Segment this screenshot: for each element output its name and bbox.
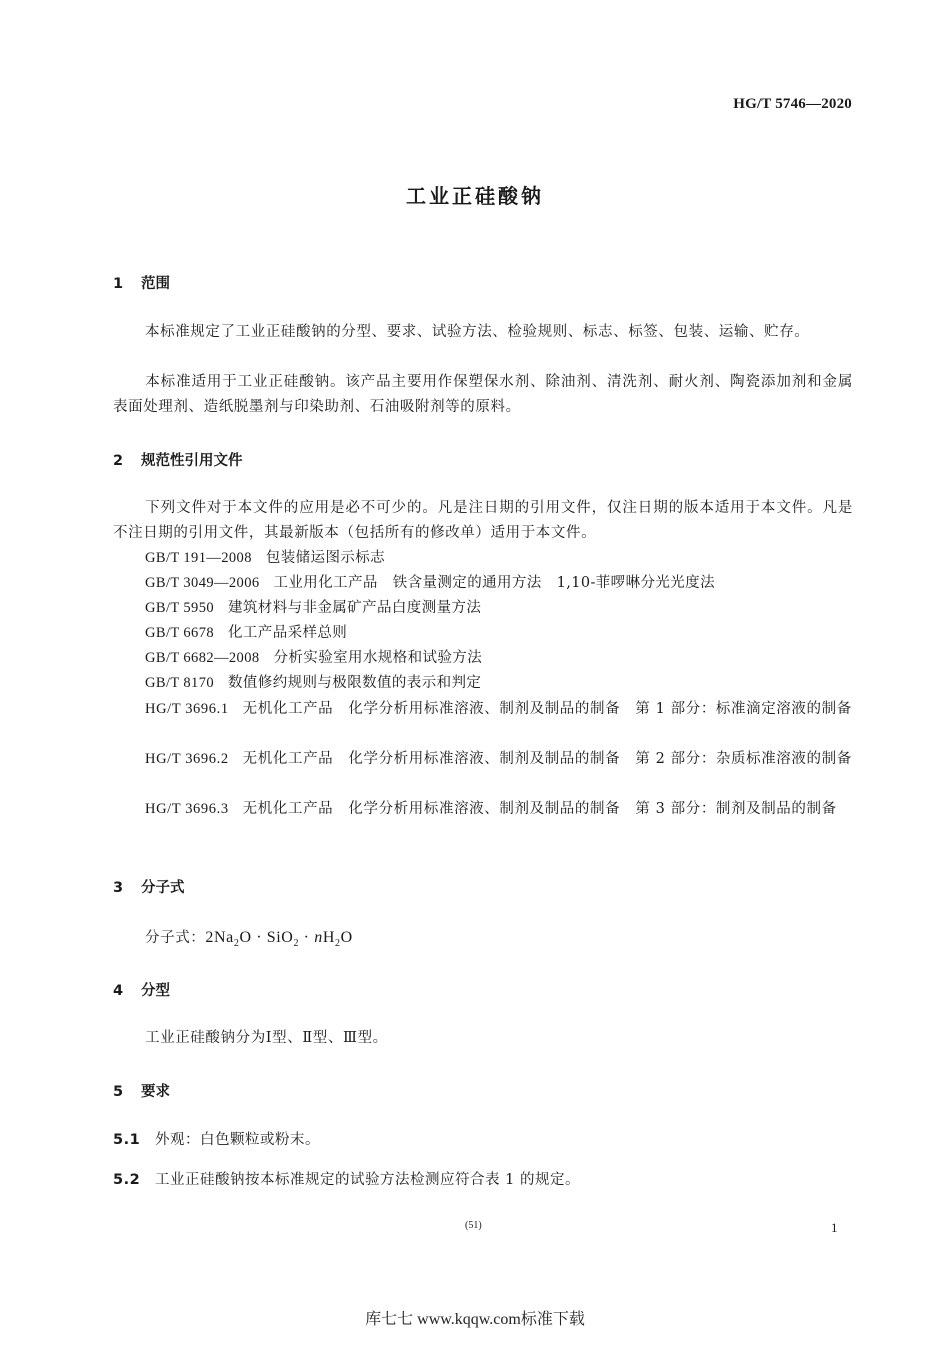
reference-title: 无机化工产品 化学分析用标准溶液、制剂及制品的制备 第 2 部分：杂质标准溶液的制备 bbox=[242, 751, 852, 767]
reference-item bbox=[113, 747, 853, 772]
paragraph-text: 本标准规定了工业正硅酸钠的分型、要求、试验方法、检验规则、标志、标签、包装、运输、贮存。 bbox=[145, 324, 810, 340]
section-3-heading bbox=[113, 876, 185, 897]
section-title: 要求 bbox=[141, 1084, 170, 1100]
section-number: 1 bbox=[113, 276, 124, 292]
reference-item bbox=[113, 797, 853, 822]
reference-code: HG/T 3696.2 bbox=[145, 751, 229, 767]
paragraph-text: 下列文件对于本文件的应用是必不可少的。凡是注日期的引用文件，仅注日期的版本适用于本文件。凡是不注日期的引用文件，其最新版本（包括所有的修改单）适用于本文件。 bbox=[113, 500, 853, 541]
section-title: 分子式 bbox=[141, 880, 185, 896]
reference-item bbox=[145, 596, 481, 621]
clause-text: 工业正硅酸钠按本标准规定的试验方法检测应符合表 1 的规定。 bbox=[155, 1172, 580, 1188]
page-number: 1 bbox=[831, 1220, 838, 1235]
reference-code: GB/T 6678 bbox=[145, 625, 214, 641]
reference-title: 无机化工产品 化学分析用标准溶液、制剂及制品的制备 第 3 部分：制剂及制品的制备 bbox=[242, 801, 837, 817]
classification-text: 工业正硅酸钠分为Ⅰ型、Ⅱ型、Ⅲ型。 bbox=[145, 1030, 388, 1046]
reference-code: GB/T 8170 bbox=[145, 675, 214, 691]
reference-title: 工业用化工产品 铁含量测定的通用方法 1,10-菲啰啉分光光度法 bbox=[273, 575, 715, 591]
section-number: 3 bbox=[113, 880, 124, 896]
reference-item bbox=[145, 621, 347, 646]
section-2-heading bbox=[113, 449, 243, 470]
section-number: 2 bbox=[113, 453, 124, 469]
clause-number: 5.1 bbox=[113, 1132, 141, 1148]
section-title: 规范性引用文件 bbox=[141, 453, 243, 469]
reference-item bbox=[145, 546, 385, 571]
download-watermark: 库七七 www.kqqw.com标准下载 bbox=[365, 1311, 585, 1328]
clause-text: 外观：白色颗粒或粉末。 bbox=[155, 1132, 320, 1148]
section-title: 分型 bbox=[141, 983, 170, 999]
formula-expression: $2Na_2O \cdot SiO_2 \cdot nH_2O$ bbox=[205, 929, 353, 950]
section-number: 5 bbox=[113, 1084, 124, 1100]
reference-code: GB/T 6682—2008 bbox=[145, 650, 260, 666]
reference-code: GB/T 3049—2006 bbox=[145, 575, 260, 591]
reference-item bbox=[145, 671, 481, 696]
volume-page-number: (51) bbox=[465, 1220, 482, 1231]
reference-code: GB/T 191—2008 bbox=[145, 550, 252, 566]
reference-item bbox=[113, 697, 853, 722]
reference-title: 无机化工产品 化学分析用标准溶液、制剂及制品的制备 第 1 部分：标准滴定溶液的制备 bbox=[242, 701, 852, 717]
section-number: 4 bbox=[113, 983, 124, 999]
standard-code: HG/T 5746—2020 bbox=[733, 96, 852, 112]
reference-item bbox=[145, 571, 715, 596]
references-intro bbox=[113, 496, 853, 546]
reference-title: 包装储运图示标志 bbox=[265, 550, 386, 566]
reference-title: 数值修约规则与极限数值的表示和判定 bbox=[228, 675, 482, 691]
scope-paragraph-1 bbox=[113, 320, 853, 345]
clause-5-2 bbox=[113, 1168, 580, 1189]
section-title: 范围 bbox=[141, 276, 170, 292]
reference-title: 分析实验室用水规格和试验方法 bbox=[273, 650, 483, 666]
reference-title: 建筑材料与非金属矿产品白度测量方法 bbox=[228, 600, 482, 616]
section-5-heading bbox=[113, 1080, 170, 1101]
scope-paragraph-2 bbox=[113, 370, 853, 420]
reference-code: HG/T 3696.1 bbox=[145, 701, 229, 717]
reference-title: 化工产品采样总则 bbox=[228, 625, 348, 641]
reference-code: HG/T 3696.3 bbox=[145, 801, 229, 817]
molecular-formula bbox=[145, 926, 353, 949]
formula-label: 分子式： bbox=[145, 930, 206, 946]
reference-code: GB/T 5950 bbox=[145, 600, 214, 616]
clause-number: 5.2 bbox=[113, 1172, 141, 1188]
document-title: 工业正硅酸钠 bbox=[406, 184, 544, 208]
clause-5-1 bbox=[113, 1128, 320, 1149]
paragraph-text: 本标准适用于工业正硅酸钠。该产品主要用作保塑保水剂、除油剂、清洗剂、耐火剂、陶瓷添加剂和金属表面处理剂、造纸脱墨剂与印染助剂、石油吸附剂等的原料。 bbox=[113, 374, 853, 415]
reference-item bbox=[145, 646, 482, 671]
section-4-heading bbox=[113, 979, 170, 1000]
section-1-heading bbox=[113, 272, 170, 293]
